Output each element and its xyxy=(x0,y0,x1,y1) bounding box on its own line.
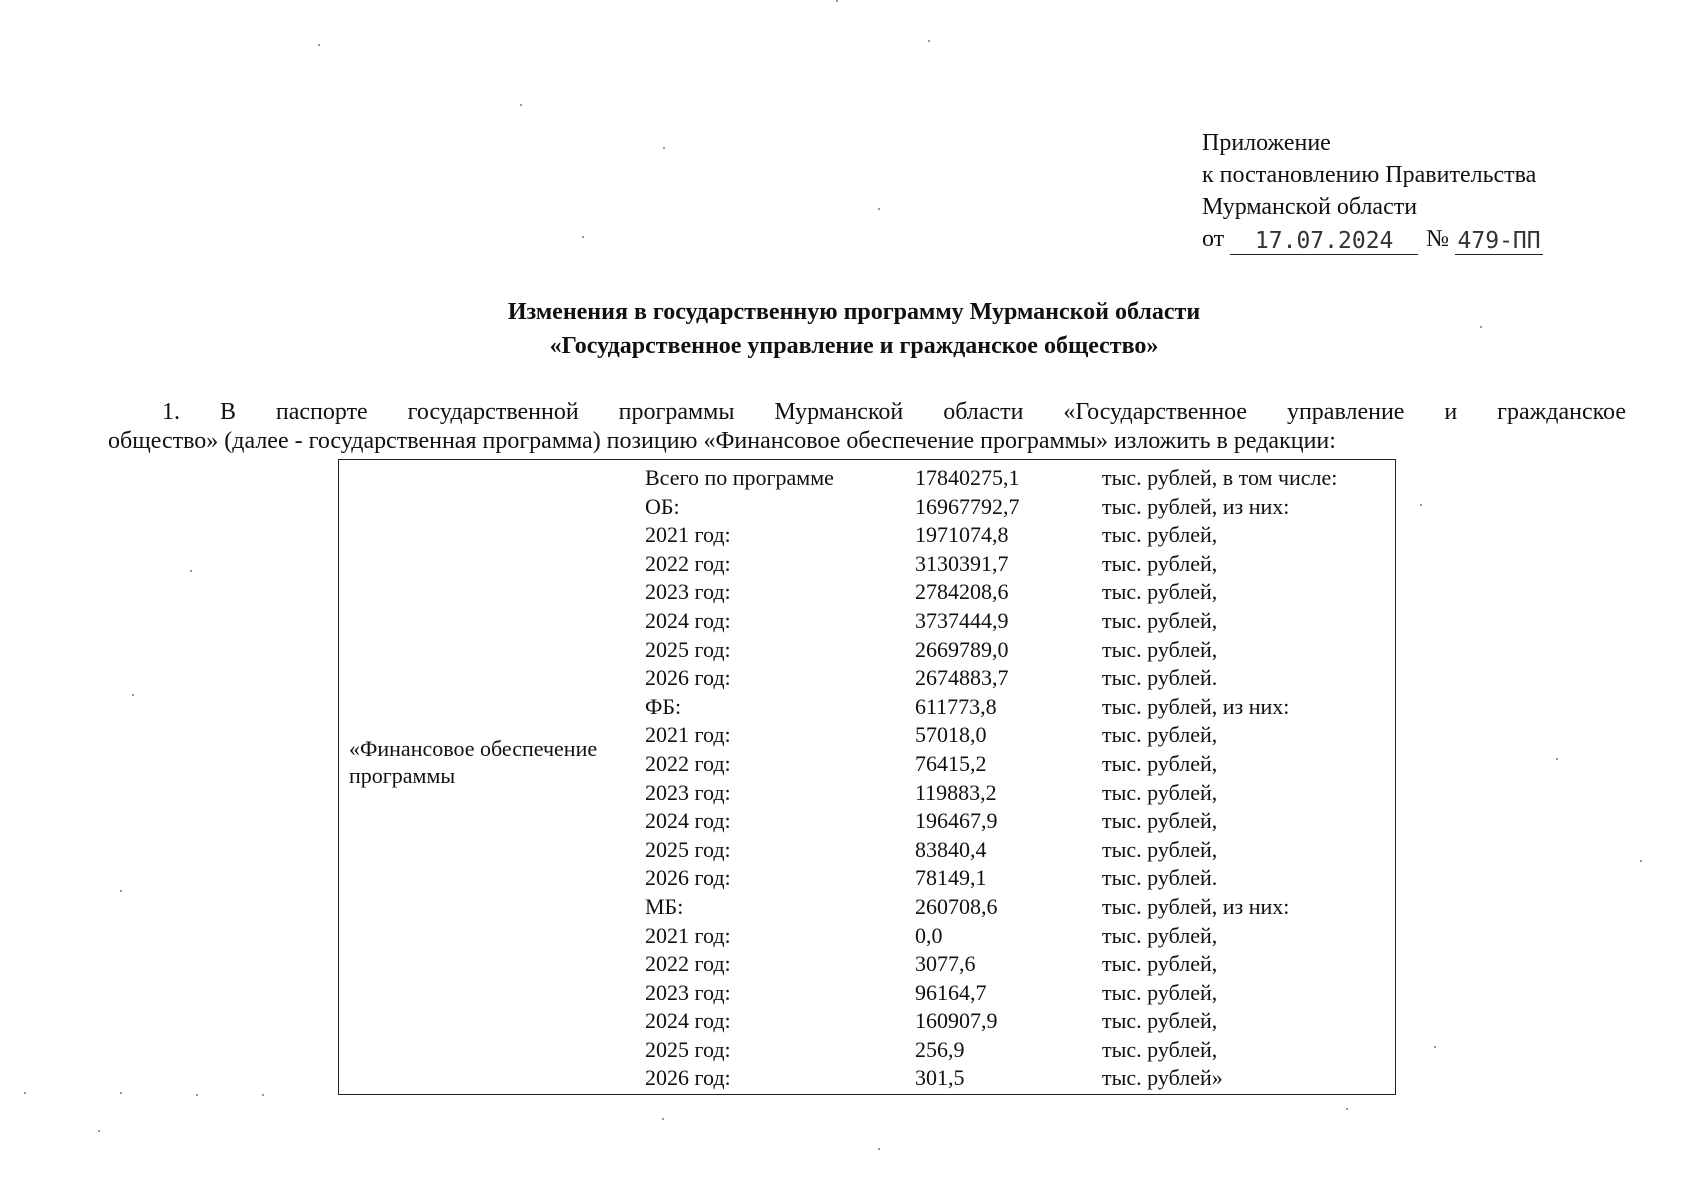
row-name: 2022 год: xyxy=(645,951,731,977)
financing-row xyxy=(645,979,1395,1008)
row-unit: тыс. рублей, xyxy=(1102,779,1218,805)
scan-speck xyxy=(663,147,665,149)
appendix-region: Мурманской области xyxy=(1202,194,1418,220)
scan-speck xyxy=(878,1148,880,1150)
row-name: 2024 год: xyxy=(645,1008,731,1034)
row-name: 2026 год: xyxy=(645,665,731,691)
row-unit: тыс. рублей, xyxy=(1102,550,1218,576)
row-name: 2024 год: xyxy=(645,607,731,633)
scan-speck xyxy=(98,1130,100,1132)
document-title-line-1: Изменения в государственную программу Мурманской области xyxy=(507,299,1201,325)
row-unit: тыс. рублей, xyxy=(1102,750,1218,776)
row-unit: тыс. рублей, xyxy=(1102,1008,1218,1034)
appendix-to-resolution: к постановлению Правительства xyxy=(1202,162,1537,188)
row-unit: тыс. рублей, xyxy=(1102,836,1218,862)
row-value: 83840,4 xyxy=(915,836,987,862)
financing-row xyxy=(645,750,1395,779)
row-name: 2025 год: xyxy=(645,1036,731,1062)
financing-row xyxy=(645,893,1395,922)
scan-speck xyxy=(878,208,880,210)
row-unit: тыс. рублей, xyxy=(1102,722,1218,748)
resolution-date: 17.07.2024 xyxy=(1230,228,1418,255)
row-name: 2023 год: xyxy=(645,779,731,805)
resolution-number: 479-ПП xyxy=(1455,228,1543,255)
row-name: 2021 год: xyxy=(645,922,731,948)
scan-speck xyxy=(1434,1046,1436,1048)
date-prefix: от xyxy=(1202,226,1225,252)
financing-row xyxy=(645,1007,1395,1036)
row-value: 301,5 xyxy=(915,1065,965,1091)
financing-row xyxy=(645,493,1395,522)
row-unit: тыс. рублей, из них: xyxy=(1102,493,1290,519)
financing-row xyxy=(645,950,1395,979)
scan-speck xyxy=(836,0,838,2)
row-name: Всего по программе xyxy=(645,465,834,490)
row-unit: тыс. рублей, xyxy=(1102,922,1218,948)
financing-row xyxy=(645,836,1395,865)
row-value: 119883,2 xyxy=(915,779,997,805)
row-value: 3077,6 xyxy=(915,951,976,977)
row-name: 2026 год: xyxy=(645,865,731,891)
row-value: 0,0 xyxy=(915,922,943,948)
row-value: 76415,2 xyxy=(915,750,987,776)
scan-speck xyxy=(928,40,930,42)
amendment-paragraph xyxy=(108,398,1626,456)
row-value: 3737444,9 xyxy=(915,607,1009,633)
row-unit: тыс. рублей. xyxy=(1102,665,1218,691)
row-name: 2023 год: xyxy=(645,579,731,605)
appendix-date-number-line xyxy=(1202,223,1543,255)
scan-speck xyxy=(520,104,522,106)
row-value: 16967792,7 xyxy=(915,493,1020,519)
financing-row xyxy=(645,721,1395,750)
row-unit: тыс. рублей, xyxy=(1102,808,1218,834)
scan-speck xyxy=(318,44,320,46)
financing-rows xyxy=(645,464,1395,1093)
scan-speck xyxy=(1420,504,1422,506)
row-unit: тыс. рублей, в том числе: xyxy=(1102,465,1338,490)
row-unit: тыс. рублей. xyxy=(1102,865,1218,891)
financing-row xyxy=(645,779,1395,808)
row-unit: тыс. рублей, xyxy=(1102,522,1218,548)
row-name: 2024 год: xyxy=(645,808,731,834)
row-value: 196467,9 xyxy=(915,808,998,834)
scan-speck xyxy=(120,1092,122,1094)
row-unit: тыс. рублей, xyxy=(1102,951,1218,977)
row-name: 2023 год: xyxy=(645,979,731,1005)
row-name: 2022 год: xyxy=(645,550,731,576)
financing-table xyxy=(338,459,1396,1095)
paragraph-line-2: общество» (далее - государственная программа) позицию «Финансовое обеспечение программы» изложить в редакции: xyxy=(108,428,1336,454)
number-sign: № xyxy=(1426,226,1450,252)
paragraph-line-1: 1. В паспорте государственной программы Мурманской области «Государственное управление и гражданское xyxy=(162,399,1626,425)
financing-row xyxy=(645,664,1395,693)
row-unit: тыс. рублей, xyxy=(1102,579,1218,605)
financing-row xyxy=(645,636,1395,665)
financing-row xyxy=(645,693,1395,722)
row-name: 2022 год: xyxy=(645,750,731,776)
row-value: 17840275,1 xyxy=(915,465,1020,490)
row-value: 160907,9 xyxy=(915,1008,998,1034)
row-unit: тыс. рублей, xyxy=(1102,979,1218,1005)
scan-speck xyxy=(1346,1108,1348,1110)
scan-speck xyxy=(24,1092,26,1094)
row-value: 256,9 xyxy=(915,1036,965,1062)
row-value: 78149,1 xyxy=(915,865,987,891)
document-title-line-2: «Государственное управление и гражданское общество» xyxy=(549,333,1159,359)
row-value: 96164,7 xyxy=(915,979,987,1005)
scan-speck xyxy=(190,570,192,572)
row-value: 2669789,0 xyxy=(915,636,1009,662)
row-unit: тыс. рублей, xyxy=(1102,1036,1218,1062)
row-value: 260708,6 xyxy=(915,893,998,919)
row-value: 611773,8 xyxy=(915,693,997,719)
scan-speck xyxy=(196,1094,198,1096)
row-value: 3130391,7 xyxy=(915,550,1009,576)
row-unit: тыс. рублей, xyxy=(1102,636,1218,662)
scan-speck xyxy=(662,1118,664,1120)
row-name: ОБ: xyxy=(645,493,680,519)
scan-speck xyxy=(120,890,122,892)
row-name: 2025 год: xyxy=(645,836,731,862)
financing-label: «Финансовое обеспечение программы xyxy=(349,736,598,788)
scan-speck xyxy=(132,694,134,696)
row-value: 2674883,7 xyxy=(915,665,1009,691)
row-unit: тыс. рублей, xyxy=(1102,607,1218,633)
row-name: 2025 год: xyxy=(645,636,731,662)
row-value: 1971074,8 xyxy=(915,522,1009,548)
appendix-title: Приложение xyxy=(1202,130,1331,156)
scan-speck xyxy=(1480,326,1482,328)
scan-speck xyxy=(262,1094,264,1096)
row-unit: тыс. рублей» xyxy=(1102,1065,1223,1091)
financing-row xyxy=(645,607,1395,636)
appendix-block xyxy=(1202,127,1543,255)
row-unit: тыс. рублей, из них: xyxy=(1102,893,1290,919)
financing-row xyxy=(645,1036,1395,1065)
row-value: 57018,0 xyxy=(915,722,987,748)
financing-row xyxy=(645,922,1395,951)
row-name: МБ: xyxy=(645,893,684,919)
scan-speck xyxy=(1640,860,1642,862)
financing-row xyxy=(645,550,1395,579)
financing-row xyxy=(645,807,1395,836)
row-unit: тыс. рублей, из них: xyxy=(1102,693,1290,719)
financing-row xyxy=(645,464,1395,493)
row-value: 2784208,6 xyxy=(915,579,1009,605)
row-name: ФБ: xyxy=(645,693,682,719)
financing-row xyxy=(645,1064,1395,1093)
row-name: 2021 год: xyxy=(645,722,731,748)
financing-row xyxy=(645,578,1395,607)
scan-speck xyxy=(582,236,584,238)
row-name: 2026 год: xyxy=(645,1065,731,1091)
financing-row xyxy=(645,521,1395,550)
financing-row xyxy=(645,864,1395,893)
scan-speck xyxy=(1556,758,1558,760)
row-name: 2021 год: xyxy=(645,522,731,548)
